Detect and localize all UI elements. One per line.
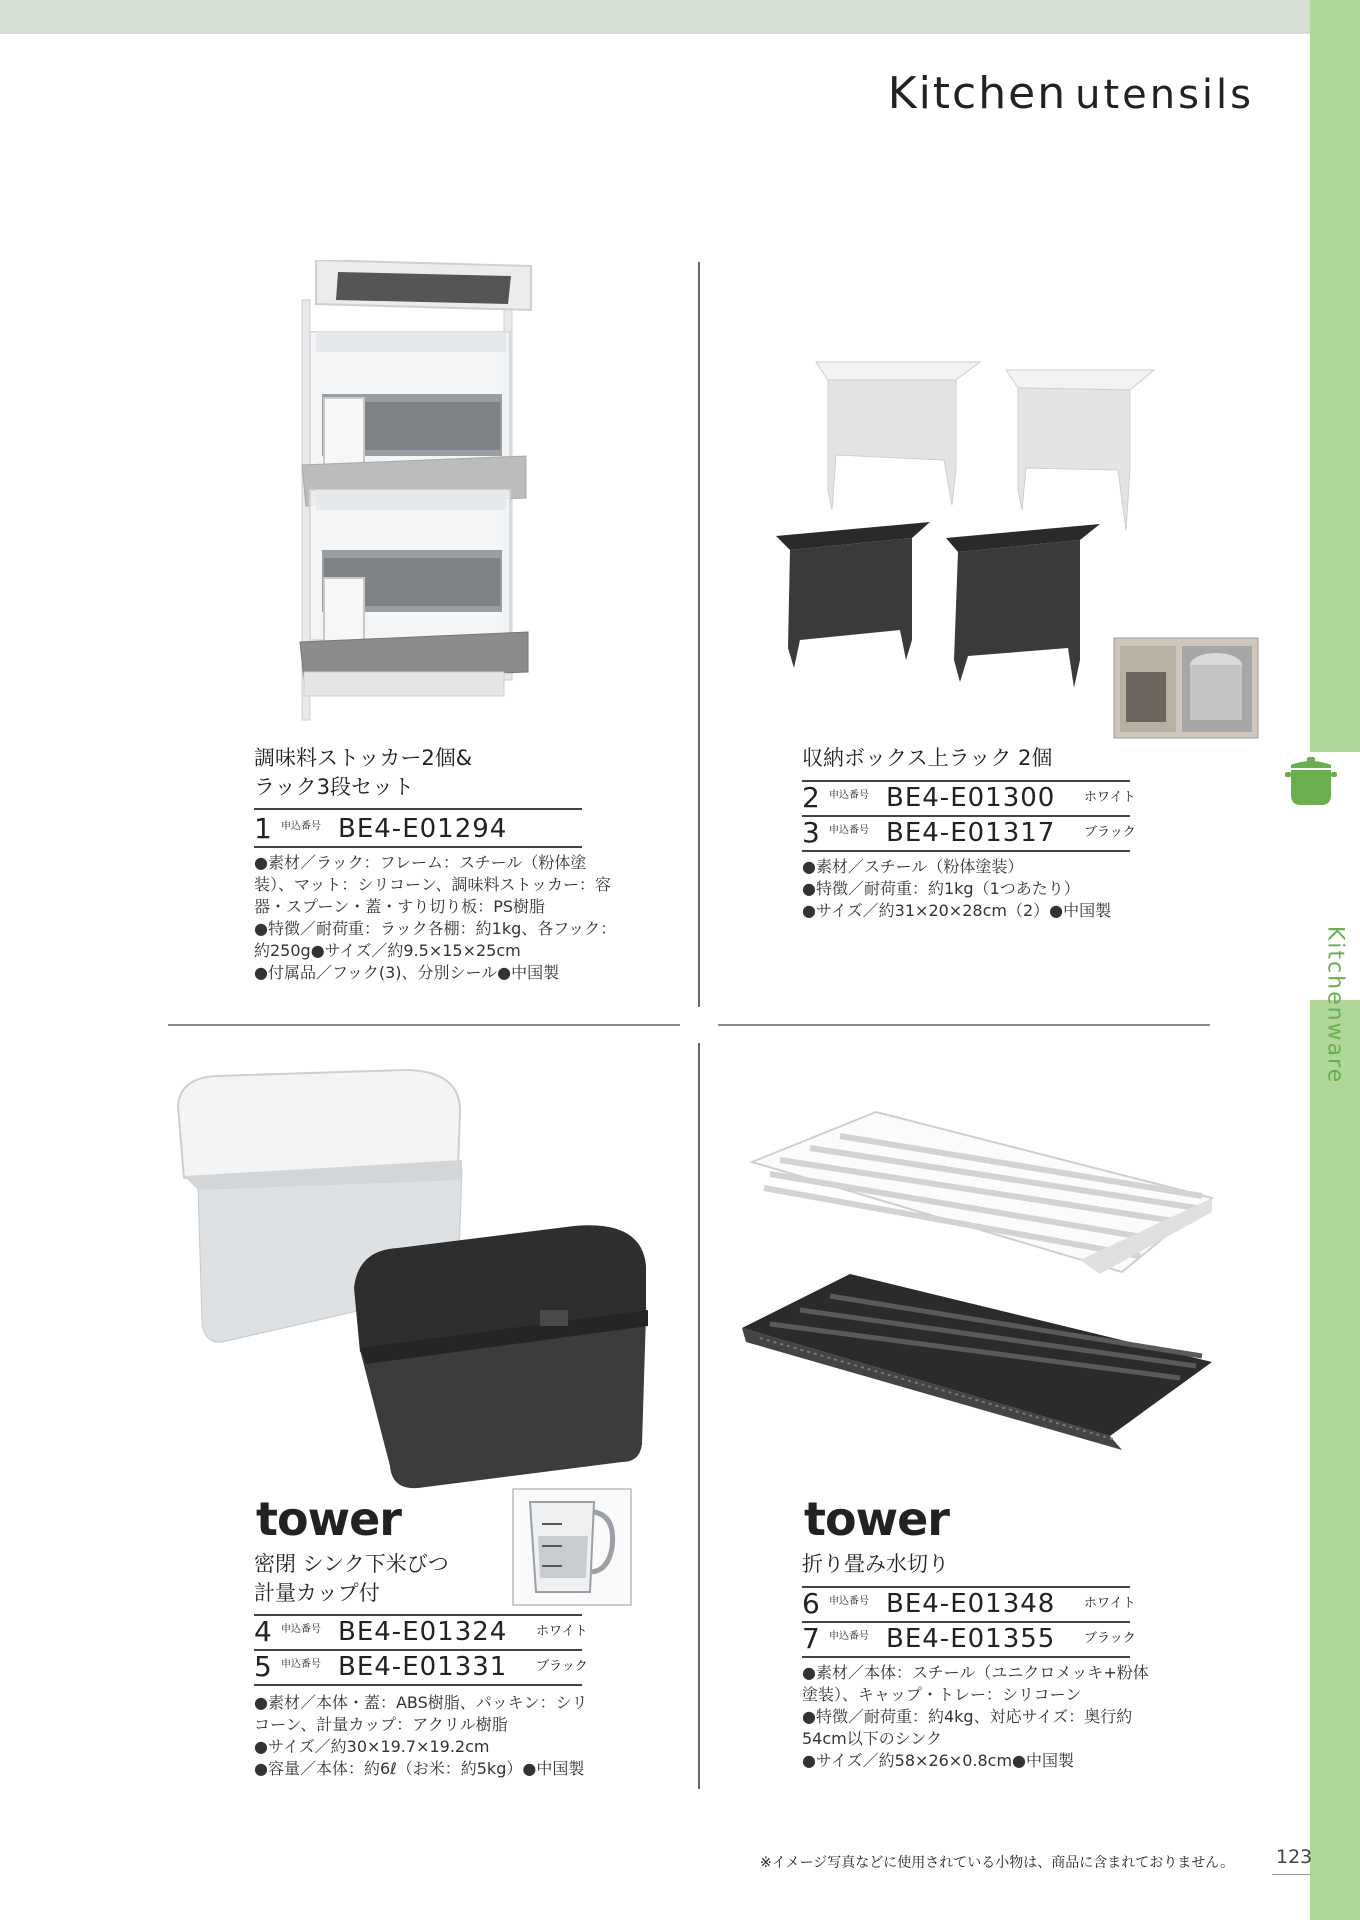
product-4-rule-bottom bbox=[802, 1656, 1130, 1658]
footer-note: ※イメージ写真などに使用されている小物は、商品に含まれておりません。 bbox=[760, 1855, 1235, 1871]
product-1-rule-top bbox=[254, 808, 582, 810]
page-title-main: Kitchen bbox=[887, 68, 1068, 119]
product-desc-4: ●素材／本体：スチール（ユニクロメッキ+粉体 塗装）、キャップ・トレー：シリコーン ●特徴／耐荷重：約4kg、対応サイズ：奥行約 54cm以下のシンク ●サイズ／約58×26×0.8cm●中国製 bbox=[802, 1663, 1149, 1770]
page-number: 123 bbox=[1276, 1846, 1313, 1868]
divider-vertical-top bbox=[698, 262, 700, 1007]
divider-horizontal-left bbox=[168, 1024, 680, 1026]
product-name-2: 収納ボックス上ラック 2個 bbox=[802, 746, 1053, 770]
product-image-folding-drainer bbox=[740, 1110, 1218, 1450]
order-code-row-3: 3 申込番号 BE4-E01317 ブラック bbox=[802, 816, 1136, 849]
order-code-row-5: 5 申込番号 BE4-E01331 ブラック bbox=[254, 1650, 588, 1683]
order-code-row-7: 7 申込番号 BE4-E01355 ブラック bbox=[802, 1622, 1136, 1655]
product-2-rule-bottom bbox=[802, 850, 1130, 852]
order-code-row-1: 1 申込番号 BE4-E01294 bbox=[254, 812, 508, 845]
product-desc-1: ●素材／ラック：フレーム：スチール（粉体塗 装）、マット：シリコーン、調味料ストッカー：容 器・スプーン・蓋・すり切り板：PS樹脂 ●特徴／耐荷重：ラック各棚：約1kg、各フック： 約250g●サイズ／約9.5×15×25cm ●付属品／フック(3)、分別シール●中国製 bbox=[254, 853, 617, 982]
product-3-rule-bottom bbox=[254, 1684, 582, 1686]
page-title bbox=[888, 68, 1254, 119]
product-name-3: 密閉 シンク下米びつ 計量カップ付 bbox=[254, 1552, 449, 1605]
product-image-rice-storage bbox=[176, 1052, 676, 1492]
product-image-box-racks bbox=[770, 360, 1260, 740]
pot-icon bbox=[1283, 755, 1339, 809]
page-title-sub: utensils bbox=[1075, 72, 1254, 118]
divider-horizontal-right bbox=[718, 1024, 1210, 1026]
top-band bbox=[0, 0, 1310, 34]
order-code-row-2: 2 申込番号 BE4-E01300 ホワイト bbox=[802, 781, 1136, 814]
brand-logo-tower-2: tower bbox=[804, 1492, 949, 1546]
divider-vertical-bottom bbox=[698, 1043, 700, 1789]
product-name-4: 折り畳み水切り bbox=[802, 1552, 949, 1576]
brand-logo-tower-1: tower bbox=[256, 1492, 401, 1546]
measuring-cup-inset bbox=[512, 1488, 632, 1606]
page-number-underline bbox=[1272, 1874, 1310, 1875]
product-desc-2: ●素材／スチール（粉体塗装） ●特徴／耐荷重：約1kg（1つあたり） ●サイズ／約31×20×28cm（2）●中国製 bbox=[802, 857, 1112, 920]
sidebar-category-label: Kitchenware bbox=[1322, 925, 1348, 1085]
order-code-row-4: 4 申込番号 BE4-E01324 ホワイト bbox=[254, 1615, 588, 1648]
product-name-1: 調味料ストッカー2個& ラック3段セット bbox=[254, 746, 473, 799]
product-image-seasoning-rack bbox=[296, 260, 536, 730]
order-code-row-6: 6 申込番号 BE4-E01348 ホワイト bbox=[802, 1587, 1136, 1620]
product-desc-3: ●素材／本体・蓋：ABS樹脂、パッキン：シリ コーン、計量カップ：アクリル樹脂 ●サイズ／約30×19.7×19.2cm ●容量／本体：約6ℓ（お米：約5kg）●中国製 bbox=[254, 1693, 588, 1778]
product-1-rule-bottom bbox=[254, 846, 582, 848]
